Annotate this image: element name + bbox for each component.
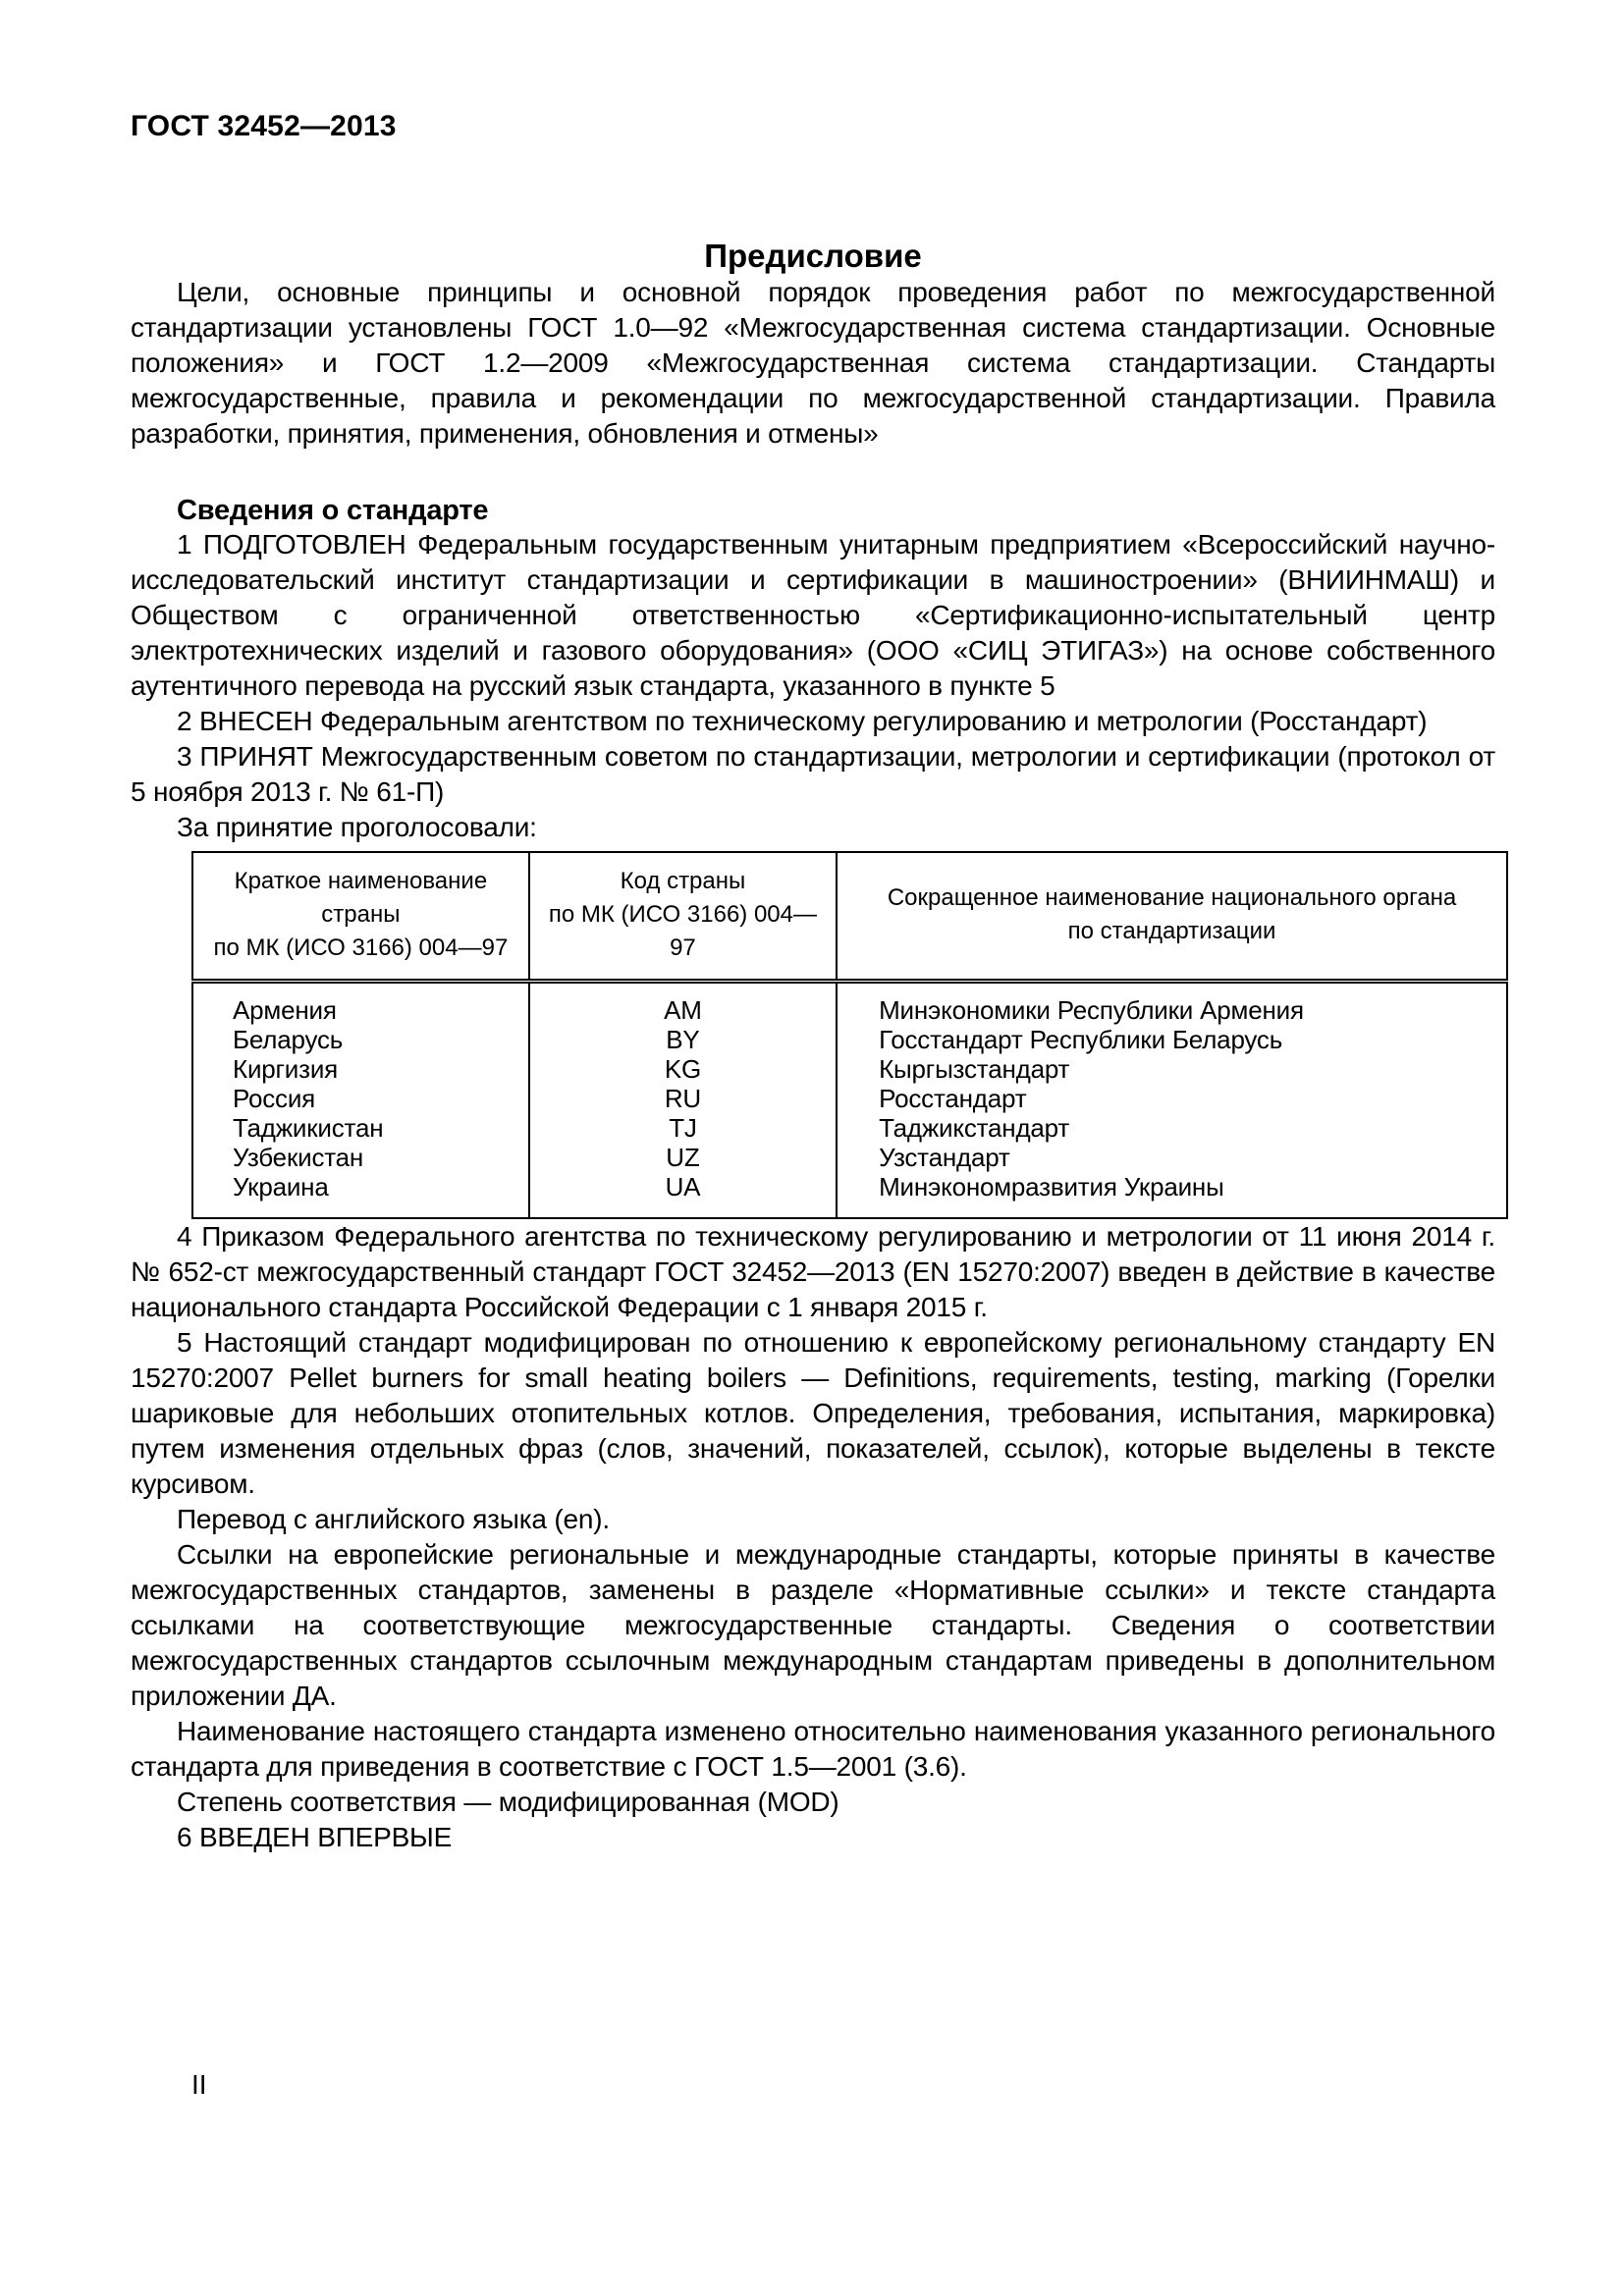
- table-row: [192, 982, 1507, 1026]
- col-header-code-line2: по МК (ИСО 3166) 004—97: [548, 901, 817, 961]
- cell-agency: Кыргызстандарт: [837, 1054, 1507, 1084]
- vote-table: [191, 851, 1508, 1219]
- cell-country: Узбекистан: [192, 1143, 529, 1172]
- col-header-country: [192, 852, 529, 982]
- adoption-item-6: 6 ВВЕДЕН ВПЕРВЫЕ: [177, 1822, 453, 1852]
- page-number: II: [191, 2069, 207, 2100]
- cell-code: KG: [529, 1054, 837, 1084]
- cell-country: Армения: [192, 982, 529, 1026]
- adoption-item-5: 5 Настоящий стандарт модифицирован по отношению к европейскому региональному стандарту EN 15270:2007 Pellet burners for small heating boilers — Definitions, requirements, testing, marking (Горелки шариковые для небольших отопительных котлов. Определения, требования, испытания, маркировка) путем изменения отдельных фраз (слов, значений, показателей, ссылок), которые выделены в тексте курсивом.: [131, 1327, 1495, 1499]
- col-header-country-line1: Краткое наименование страны: [234, 868, 488, 928]
- cell-country: Беларусь: [192, 1025, 529, 1054]
- cell-code: AM: [529, 982, 837, 1026]
- cell-agency: Узстандарт: [837, 1143, 1507, 1172]
- table-row: [192, 1172, 1507, 1218]
- cell-country: Киргизия: [192, 1054, 529, 1084]
- table-row: [192, 1084, 1507, 1113]
- preface-paragraph: Цели, основные принципы и основной порядок проведения работ по межгосударственной стандартизации установлены ГОСТ 1.0—92 «Межгосударственная система стандартизации. Основные положения» и ГОСТ 1.2—2009 «Межгосударственная система стандартизации. Стандарты межгосударственные, правила и рекомендации по межгосударственной стандартизации. Правила разработки, принятия, применения, обновления и отмены»: [131, 277, 1495, 449]
- cell-code: UZ: [529, 1143, 837, 1172]
- cell-agency: Минэкономразвития Украины: [837, 1172, 1507, 1218]
- cell-country: Таджикистан: [192, 1113, 529, 1143]
- cell-agency: Росстандарт: [837, 1084, 1507, 1113]
- page-title: Предисловие: [704, 238, 922, 274]
- adoption-item-5-translation: Перевод с английского языка (en).: [177, 1504, 610, 1534]
- cell-country: Россия: [192, 1084, 529, 1113]
- col-header-agency-line2: по стандартизации: [1067, 918, 1276, 944]
- cell-code: BY: [529, 1025, 837, 1054]
- adoption-item-5-references: Ссылки на европейские региональные и международные стандарты, которые приняты в качестве межгосударственных стандартов, заменены в разделе «Нормативные ссылки» и тексте стандарта ссылками на соответствующие межгосударственные стандарты. Сведения о соответствии межгосударственных стандартов ссылочным международным стандартам приведены в дополнительном приложении ДА.: [131, 1539, 1495, 1711]
- vote-intro: За принятие проголосовали:: [177, 812, 537, 842]
- col-header-code-line1: Код страны: [620, 868, 746, 894]
- table-row: [192, 1025, 1507, 1054]
- cell-agency: Госстандарт Республики Беларусь: [837, 1025, 1507, 1054]
- col-header-country-line2: по МК (ИСО 3166) 004—97: [213, 934, 509, 961]
- section-heading-standard-info: Сведения о стандарте: [177, 495, 489, 526]
- table-row: [192, 1143, 1507, 1172]
- standard-info-item-1: 1 ПОДГОТОВЛЕН Федеральным государственным унитарным предприятием «Всероссийский научно-исследовательский институт стандартизации и сертификации в машиностроении» (ВНИИНМАШ) и Обществом с ограниченной ответственностью «Сертификационно-испытательный центр электротехнических изделий и газового оборудования» (ООО «СИЦ ЭТИГАЗ») на основе собственного аутентичного перевода на русский язык стандарта, указанного в пункте 5: [131, 529, 1495, 701]
- adoption-item-5-name-change: Наименование настоящего стандарта изменено относительно наименования указанного регионального стандарта для приведения в соответствие с ГОСТ 1.5—2001 (3.6).: [131, 1716, 1495, 1782]
- cell-country: Украина: [192, 1172, 529, 1218]
- cell-agency: Минэкономики Республики Армения: [837, 982, 1507, 1026]
- adoption-item-4: 4 Приказом Федерального агентства по техническому регулированию и метрологии от 11 июня 2014 г. № 652-ст межгосударственный стандарт ГОСТ 32452—2013 (EN 15270:2007) введен в действие в качестве национального стандарта Российской Федерации с 1 января 2015 г.: [131, 1221, 1495, 1322]
- table-row: [192, 1113, 1507, 1143]
- col-header-agency: [837, 852, 1507, 982]
- standard-info-item-3: 3 ПРИНЯТ Межгосударственным советом по стандартизации, метрологии и сертификации (протокол от 5 ноября 2013 г. № 61-П): [131, 741, 1495, 807]
- vote-table-header-row: [192, 852, 1507, 982]
- adoption-item-5-degree: Степень соответствия — модифицированная (MOD): [177, 1787, 839, 1817]
- col-header-code: [529, 852, 837, 982]
- cell-code: UA: [529, 1172, 837, 1218]
- col-header-agency-line1: Сокращенное наименование национального органа: [887, 884, 1457, 911]
- table-row: [192, 1054, 1507, 1084]
- cell-code: TJ: [529, 1113, 837, 1143]
- cell-code: RU: [529, 1084, 837, 1113]
- cell-agency: Таджикстандарт: [837, 1113, 1507, 1143]
- standard-info-item-2: 2 ВНЕСЕН Федеральным агентством по техническому регулированию и метрологии (Росстандарт): [177, 706, 1428, 736]
- doc-code: ГОСТ 32452—2013: [131, 110, 397, 142]
